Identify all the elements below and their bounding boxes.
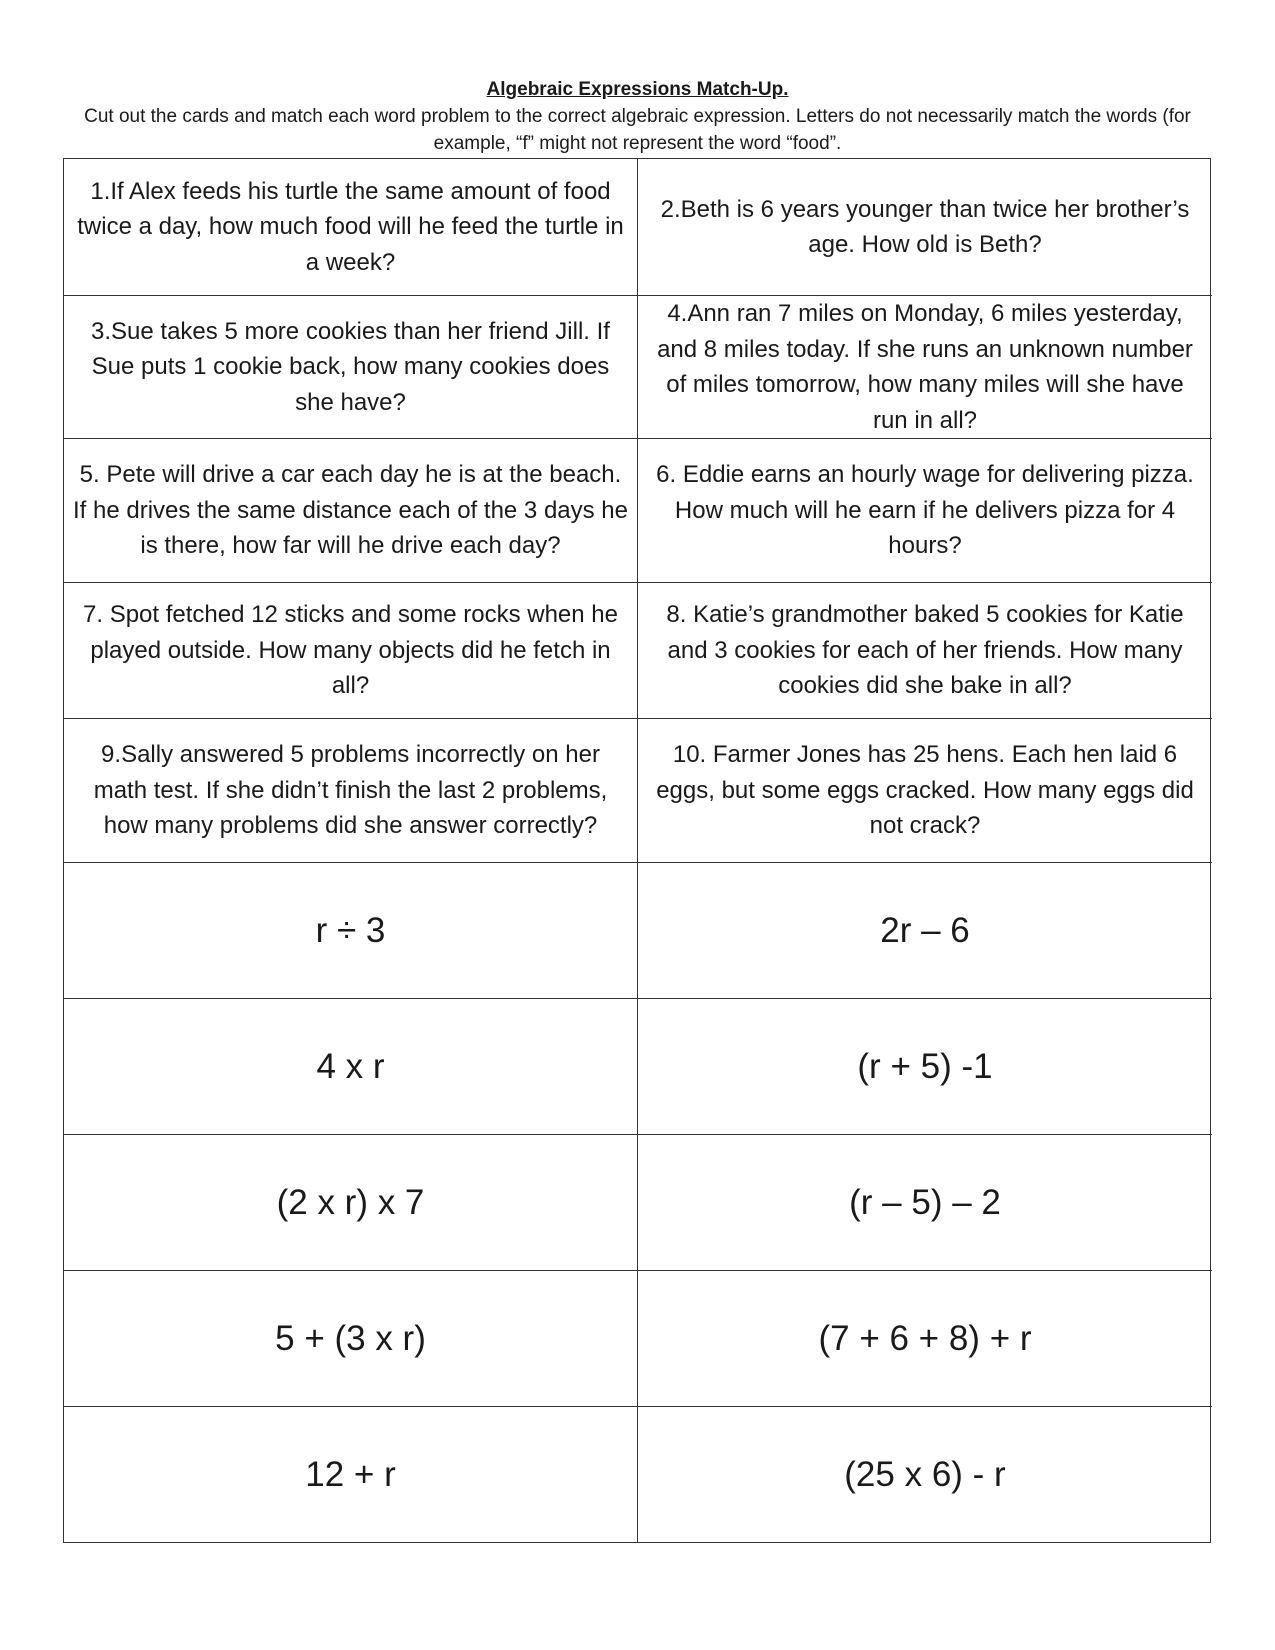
- problem-text: 3.Sue takes 5 more cookies than her friend Jill. If Sue puts 1 cookie back, how many cookies does she have?: [91, 317, 610, 416]
- expression-card-2: [638, 863, 1212, 999]
- problem-card-4: [638, 296, 1212, 439]
- expression-card-1: [64, 863, 638, 999]
- problem-card-10: [638, 719, 1212, 863]
- problem-text: 4.Ann ran 7 miles on Monday, 6 miles yesterday, and 8 miles today. If she runs an unknown number of miles tomorrow, how many miles will she have run in all?: [657, 300, 1193, 434]
- problem-card-9: [64, 719, 638, 863]
- problem-text: 2.Beth is 6 years younger than twice her brother’s age. How old is Beth?: [660, 195, 1190, 258]
- expression-card-4: [638, 999, 1212, 1135]
- expression-text: 4 x r: [316, 1046, 385, 1086]
- expression-card-7: [64, 1271, 638, 1407]
- instructions: Cut out the cards and match each word problem to the correct algebraic expression. Letters do not necessarily match the words (for example, “f” might not represent the word “food”.: [84, 106, 1191, 154]
- expression-card-6: [638, 1135, 1212, 1271]
- problem-card-1: [64, 159, 638, 296]
- problem-card-6: [638, 439, 1212, 583]
- problem-card-8: [638, 583, 1212, 719]
- page-title: Algebraic Expressions Match-Up.: [486, 79, 789, 100]
- expression-text: (r + 5) -1: [857, 1046, 993, 1086]
- problem-text: 10. Farmer Jones has 25 hens. Each hen laid 6 eggs, but some eggs cracked. How many eggs did not crack?: [656, 741, 1194, 840]
- expression-text: (25 x 6) - r: [844, 1455, 1006, 1494]
- problem-text: 6. Eddie earns an hourly wage for delivering pizza. How much will he earn if he delivers pizza for 4 hours?: [656, 461, 1194, 560]
- expression-text: 12 + r: [305, 1455, 396, 1494]
- problem-card-7: [64, 583, 638, 719]
- card-grid: [63, 158, 1211, 1543]
- expression-text: (7 + 6 + 8) + r: [818, 1318, 1032, 1358]
- problem-text: 1.If Alex feeds his turtle the same amount of food twice a day, how much food will he feed the turtle in a week?: [77, 177, 624, 276]
- expression-card-5: [64, 1135, 638, 1271]
- problem-card-5: [64, 439, 638, 583]
- problem-card-3: [64, 296, 638, 439]
- expression-text: 5 + (3 x r): [275, 1318, 426, 1358]
- problem-text: 5. Pete will drive a car each day he is at the beach. If he drives the same distance each of the 3 days he is there, how far will he drive each day?: [73, 461, 628, 560]
- expression-card-9: [64, 1407, 638, 1543]
- problem-card-2: [638, 159, 1212, 296]
- problem-text: 8. Katie’s grandmother baked 5 cookies for Katie and 3 cookies for each of her friends. How many cookies did she bake in all?: [666, 601, 1184, 700]
- expression-text: r ÷ 3: [315, 910, 386, 950]
- problem-text: 9.Sally answered 5 problems incorrectly on her math test. If she didn’t finish the last 2 problems, how many problems did she answer correctly?: [93, 741, 608, 840]
- expression-card-8: [638, 1271, 1212, 1407]
- problem-text: 7. Spot fetched 12 sticks and some rocks when he played outside. How many objects did he fetch in all?: [83, 601, 618, 700]
- expression-text: (2 x r) x 7: [276, 1182, 425, 1222]
- expression-card-10: [638, 1407, 1212, 1543]
- expression-card-3: [64, 999, 638, 1135]
- expression-text: (r – 5) – 2: [849, 1182, 1001, 1222]
- expression-text: 2r – 6: [880, 910, 970, 950]
